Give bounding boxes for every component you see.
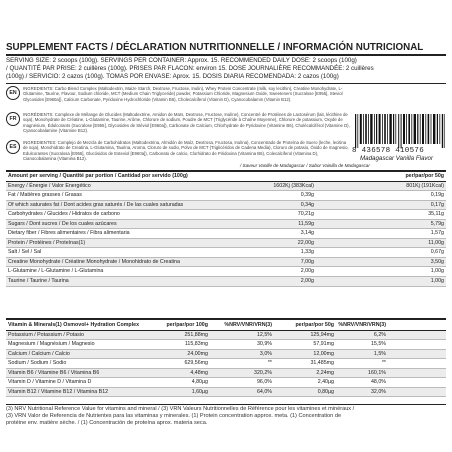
vitamin-blank-cell	[388, 387, 446, 397]
nutrition-label: Of which saturates fat / Dont acides gras saturés / De las cuales saturadas	[6, 200, 250, 210]
nutrition-header-50g: per/par/por 50g	[380, 172, 446, 181]
vitamin-nrv-100g: 30,9%	[210, 340, 274, 350]
nutrition-value-blank	[316, 267, 380, 277]
footnote-divider	[6, 404, 446, 405]
nutrition-value-50g: 35,11g	[380, 210, 446, 220]
nutrition-row	[6, 229, 446, 239]
title-divider	[6, 54, 446, 56]
barcode-image	[355, 114, 445, 148]
footnote-line-1: (3) NRV Nutritional Reference Value for vitamins and mineral / (3) VRN Valeurs Nutritionnelles de Référence pour les vitamines et minéraux /	[6, 406, 355, 412]
language-badge-fr: FR	[6, 112, 20, 126]
vitamins-header-row	[6, 321, 446, 330]
nutrition-header-label: Amount per serving / Quantité par portion / Cantidad por servido (100g)	[6, 172, 250, 181]
nutrition-value-50g: 0,19g	[380, 191, 446, 201]
vitamins-header-blank	[388, 321, 446, 330]
vitamin-blank-cell	[388, 330, 446, 340]
nutrition-value-100g: 2,00g	[250, 277, 316, 287]
footnote-line-3: protéine env. matière sèche. / (1) Concentración de proteína aprox. materia seca.	[6, 420, 208, 427]
nutrition-value-100g: 7,00g	[250, 257, 316, 267]
nutrition-value-blank	[316, 210, 380, 220]
vitamin-blank-cell	[388, 349, 446, 359]
nutrition-value-100g: 70,21g	[250, 210, 316, 220]
vitamin-value-100g: 115,83mg	[150, 340, 210, 350]
ingredients-text-es: INGREDIENTES: Complejo de Mezcla de Carbohidratos (Maltodextrina, Almidón de Maíz, Dextrosa, Fructosa, Inulina), Concentrado de Proteína de Suero (leche, lecitina de soja), Monohidrato de Creatina, L-Glutamina, Taurina, Aroma, Cloruro de sodio, Polvo de MCT (Triglicéridos de Cadena Media), Cloruro de potasio, Óxido de magnesio, Edulcorantes (Sucralosa [E955], Glucósidos de Esteviol [E960a]), Carbonato de calcio, Clorhidrato de Piridoxina (Vitamina B6), Colecalciferol (Vitamina D), Cianocobalamina (Vitamina B12).	[23, 140, 349, 161]
vitamin-nrv-50g: **	[336, 359, 388, 369]
nutrition-value-50g: 3,50g	[380, 257, 446, 267]
vitamin-nrv-50g: 1,5%	[336, 349, 388, 359]
vitamin-row	[6, 349, 446, 359]
vitamin-nrv-50g: 160,1%	[336, 368, 388, 378]
vitamin-nrv-100g: 12,5%	[210, 330, 274, 340]
flavor-name: Madagascar Vanilla Flavor	[360, 155, 434, 162]
nutrition-label: Fat / Matières grasses / Grasas	[6, 191, 250, 201]
nutrition-label: Dietary fiber / Fibres alimentaires / Fibra alimentaria	[6, 229, 250, 239]
nutrition-value-blank	[316, 181, 380, 191]
nutrition-value-50g: 0,17g	[380, 200, 446, 210]
nutrition-row	[6, 219, 446, 229]
nutrition-value-50g: 1,57g	[380, 229, 446, 239]
nutrition-value-blank	[316, 229, 380, 239]
vitamin-nrv-50g: 6,2%	[336, 330, 388, 340]
nutrition-value-100g: 0,34g	[250, 200, 316, 210]
vitamin-value-50g: 31,485mg	[274, 359, 336, 369]
vitamins-header-label: Vitamin & Minerals(1) Osmovol+ Hydration Complex	[6, 321, 150, 330]
vitamin-row	[6, 340, 446, 350]
nutrition-value-blank	[316, 248, 380, 258]
vitamins-header-50g: per/par/por 50g	[274, 321, 336, 330]
vitamin-label: Vitamin D / Vitamine D / Vitamina D	[6, 378, 150, 388]
nutrition-value-50g: 1,00g	[380, 277, 446, 287]
nutrition-value-100g: 11,59g	[250, 219, 316, 229]
nutrition-value-100g: 0,39g	[250, 191, 316, 201]
vitamin-nrv-100g: 96,0%	[210, 378, 274, 388]
nutrition-value-50g: 11,00g	[380, 238, 446, 248]
nutrition-label: L-Glutamine / L-Glutamine / L-Glutamina	[6, 267, 250, 277]
vitamin-row	[6, 387, 446, 397]
vitamins-header-nrv-50g: %NRV/VNR/VRN(3)	[336, 321, 388, 330]
ingredients-text-en: INGREDIENTS: Carbo Blend Complex (Maltodextrin, Maize Starch, Dextrose, Fructose, Inulin), Whey Protein Concentrate (milk, soy lecithin), Creatine Monohydrate, L-Glutamine, Taurine, Flavour, Sodium chloride, MCT (Medium Chain Triglyceride) powder, Potassium Chloride, Magnesium Oxide, Sweeteners (Sucralose [E955], Steviol Glycosides [E960a]), Calcium Carbonate, Pyridoxine Hydrochloride (Vitamin B6), Cholecalciferol (Vitamin D), Cyanocobalamin (Vitamin B12).	[23, 86, 343, 102]
vitamin-row	[6, 378, 446, 388]
nutrition-header-blank	[316, 172, 380, 181]
flavor-translations: / Saveur Vanille de Madagascar / Sabor Vainilla de Madagascar	[240, 163, 370, 168]
ingredients-text-fr: INGRÉDIENTS: Complexe de Mélange de Glucides (Maltodextrine, Amidon de Maïs, Dextrose, Fructose, Inuline), Concentré de Protéines de Lactosérum (lait, lécithine de soja), Monohydrate de Créatine, L-Glutamine, Taurine, Arôme, Chlorure de sodium, Poudre de MCT (Triglycéride à Chaîne Moyenne), Chlorure de potassium, Oxyde de magnésium, Édulcorants (Sucralose [E955], Glycosides de Stéviol [E960a]), Carbonate de Calcium, Chlorhydrate de Pyridoxine (Vitamine B6), Cholécalciférol (Vitamine D), Cyanocobalamine (Vitamine B12).	[23, 112, 350, 133]
serving-line-2: / QUANTITÉ PAR PRISE: 2 cuillères (100g). PRISES PAR FLACON: environ 15. DOSE JOURNALIÈRE RECOMMANDÉE: 2 cuillères	[6, 65, 374, 72]
vitamin-nrv-100g: **	[210, 359, 274, 369]
page-title: SUPPLEMENT FACTS / DÉCLARATION NUTRITIONNELLE / INFORMACIÓN NUTRICIONAL	[6, 42, 424, 53]
vitamin-row	[6, 359, 446, 369]
ingredients-fr	[6, 112, 351, 133]
vitamin-label: Sodium / Sodium / Sodio	[6, 359, 150, 369]
nutrition-value-blank	[316, 219, 380, 229]
nutrition-value-100g: 1602Kj (383Kcal)	[250, 181, 316, 191]
nutrition-row	[6, 191, 446, 201]
nutrition-value-blank	[316, 277, 380, 287]
nutrition-row	[6, 210, 446, 220]
nutrition-value-blank	[316, 238, 380, 248]
vitamin-nrv-50g: 32,0%	[336, 387, 388, 397]
nutrition-value-50g: 5,79g	[380, 219, 446, 229]
nutrition-value-blank	[316, 191, 380, 201]
vitamin-row	[6, 330, 446, 340]
footnotes	[6, 406, 446, 428]
vitamin-label: Potassium / Potassium / Potasio	[6, 330, 150, 340]
vitamin-nrv-100g: 64,0%	[210, 387, 274, 397]
vitamin-nrv-100g: 320,2%	[210, 368, 274, 378]
nutrition-label: Energy / Énergie / Valor Energético	[6, 181, 250, 191]
nutrition-row	[6, 277, 446, 287]
vitamin-blank-cell	[388, 378, 446, 388]
vitamin-blank-cell	[388, 368, 446, 378]
vitamin-value-50g: 57,91mg	[274, 340, 336, 350]
nutrition-row	[6, 248, 446, 258]
nutrition-table	[6, 172, 446, 287]
vitamin-value-100g: 1,60µg	[150, 387, 210, 397]
serving-line-1: SERVING SIZE: 2 scoops (100g). SERVINGS PER CONTAINER: Approx. 15. RECOMMENDED DAILY DOSE: 2 scoops (100g)	[6, 57, 357, 64]
nutrition-value-50g: 1,00g	[380, 267, 446, 277]
nutrition-row	[6, 257, 446, 267]
vitamin-value-50g: 2,24mg	[274, 368, 336, 378]
vitamin-value-100g: 251,88mg	[150, 330, 210, 340]
nutrition-value-50g: 801Kj (191Kcal)	[380, 181, 446, 191]
nutrition-label: Carbohydrates / Glucides / Hidratos de carbono	[6, 210, 250, 220]
nutrition-value-50g: 0,67g	[380, 248, 446, 258]
vitamins-top-divider	[6, 318, 446, 320]
vitamin-value-100g: 24,00mg	[150, 349, 210, 359]
vitamin-label: Vitamin B6 / Vitamine B6 / Vitamina B6	[6, 368, 150, 378]
nutrition-value-100g: 2,00g	[250, 267, 316, 277]
vitamin-value-50g: 12,00mg	[274, 349, 336, 359]
vitamins-table	[6, 321, 446, 397]
nutrition-row	[6, 200, 446, 210]
nutrition-label: Sugars / Dont sucres / De los cuales azúcares	[6, 219, 250, 229]
vitamin-nrv-100g: 3,0%	[210, 349, 274, 359]
vitamin-blank-cell	[388, 359, 446, 369]
nutrition-row	[6, 267, 446, 277]
vitamin-blank-cell	[388, 340, 446, 350]
ingredients-es	[6, 140, 351, 161]
vitamin-label: Calcium / Calcium / Calcio	[6, 349, 150, 359]
language-badge-es: ES	[6, 140, 20, 154]
vitamin-row	[6, 368, 446, 378]
nutrition-value-blank	[316, 257, 380, 267]
nutrition-label: Taurine / Taurine / Taurina	[6, 277, 250, 287]
nutrition-label: Creatine Monohydrate / Créatine Monohydrate / Monohidrato de Creatina	[6, 257, 250, 267]
nutrition-label: Protein / Protéines / Proteínas(1)	[6, 238, 250, 248]
serving-divider	[6, 83, 446, 84]
vitamin-value-100g: 4,48mg	[150, 368, 210, 378]
footnote-line-2: (3) VRN Valor de Referencia de Nutrientes para las vitaminas y minerales. (1) Protein concentration approx. meta. (1) Concentration de	[6, 413, 342, 420]
vitamin-label: Magnesium / Magnésium / Magnesio	[6, 340, 150, 350]
nutrition-header-row	[6, 172, 446, 181]
vitamin-nrv-50g: 48,0%	[336, 378, 388, 388]
language-badge-en: EN	[6, 86, 20, 100]
vitamin-nrv-50g: 15,5%	[336, 340, 388, 350]
nutrition-value-blank	[316, 200, 380, 210]
nutrition-row	[6, 181, 446, 191]
nutrition-value-100g: 1,33g	[250, 248, 316, 258]
barcode-number: 8 436578 410576	[352, 147, 425, 155]
vitamins-header-100g: per/par/por 100g	[150, 321, 210, 330]
nutrition-header-100g	[250, 172, 316, 181]
serving-line-3: (100g) / SERVICIO: 2 cazos (100g). TOMAS POR ENVASE: Aprox. 15. DOSIS DIARIA RECOMENDADA: 2 cazos (100g)	[6, 73, 339, 80]
vitamin-value-100g: 629,56mg	[150, 359, 210, 369]
nutrition-row	[6, 238, 446, 248]
vitamin-value-100g: 4,80µg	[150, 378, 210, 388]
vitamins-header-nrv-100g: %NRV/VNR/VRN(3)	[210, 321, 274, 330]
nutrition-label: Salt / Sel / Sal	[6, 248, 250, 258]
vitamin-value-50g: 125,94mg	[274, 330, 336, 340]
ingredients-en	[6, 86, 351, 102]
nutrition-value-100g: 22,00g	[250, 238, 316, 248]
vitamin-label: Vitamin B12 / Vitamine B12 / Vitamina B12	[6, 387, 150, 397]
nutrition-value-100g: 3,14g	[250, 229, 316, 239]
vitamin-value-50g: 0,80µg	[274, 387, 336, 397]
vitamin-value-50g: 2,40µg	[274, 378, 336, 388]
